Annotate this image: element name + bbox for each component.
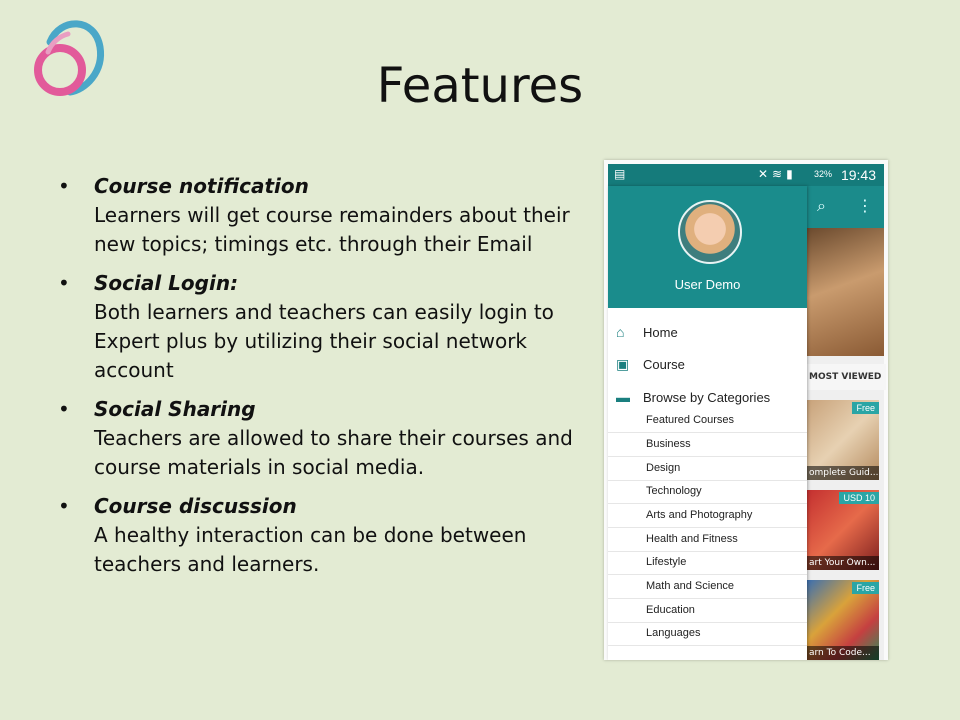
- feature-list: [58, 172, 578, 589]
- drawer-header: [608, 186, 807, 308]
- banner-image: [807, 228, 884, 356]
- menu-item-label: Browse by Categories: [643, 390, 771, 405]
- feature-item: [58, 492, 578, 579]
- feature-item: [58, 269, 578, 385]
- status-clock: 19:43: [840, 167, 876, 183]
- search-icon[interactable]: ⌕: [817, 196, 826, 215]
- course-card[interactable]: [807, 490, 879, 570]
- more-options-icon[interactable]: ⋮: [857, 196, 873, 215]
- price-badge: Free: [852, 402, 879, 414]
- feature-heading: • Social Sharing: [94, 397, 256, 421]
- status-bar: [608, 164, 884, 186]
- course-caption: arn To Code...: [807, 646, 879, 660]
- category-item[interactable]: Education: [608, 599, 807, 623]
- feature-item: [58, 172, 578, 259]
- category-item[interactable]: Lifestyle: [608, 551, 807, 575]
- book-icon: ▣: [616, 356, 630, 372]
- app-screenshot: [604, 160, 888, 660]
- notification-icon: ▤: [614, 167, 626, 181]
- menu-item-home[interactable]: [608, 318, 807, 348]
- feature-heading: • Social Login:: [94, 271, 239, 295]
- feature-description: Learners will get course remainders about their new topics; timings etc. through their Email: [94, 203, 570, 256]
- feature-item: [58, 395, 578, 482]
- folder-icon: ▬: [616, 389, 630, 405]
- avatar[interactable]: [678, 200, 742, 264]
- feature-description: Teachers are allowed to share their courses and course materials in social media.: [94, 426, 573, 479]
- signal-icons: ✕≋▮: [758, 167, 797, 181]
- category-item[interactable]: Technology: [608, 480, 807, 504]
- app-toolbar: [807, 186, 884, 228]
- home-icon: ⌂: [616, 324, 625, 340]
- slide-title: Features: [376, 58, 584, 114]
- category-item[interactable]: Business: [608, 433, 807, 457]
- feature-description: A healthy interaction can be done between teachers and learners.: [94, 523, 527, 576]
- feature-heading: • Course notification: [94, 174, 309, 198]
- menu-item-course[interactable]: [608, 350, 807, 380]
- user-name: User Demo: [674, 277, 741, 292]
- category-item[interactable]: Languages: [608, 622, 807, 646]
- category-item[interactable]: Featured Courses: [608, 409, 807, 433]
- price-badge: Free: [852, 582, 879, 594]
- menu-item-label: Home: [643, 325, 678, 340]
- section-label: MOST VIEWED: [807, 364, 886, 390]
- feature-heading: • Course discussion: [94, 494, 297, 518]
- course-card[interactable]: [807, 580, 879, 660]
- category-item[interactable]: Math and Science: [608, 575, 807, 599]
- category-item[interactable]: Design: [608, 457, 807, 481]
- category-item[interactable]: Health and Fitness: [608, 528, 807, 552]
- menu-item-label: Course: [643, 357, 685, 372]
- category-item[interactable]: Arts and Photography: [608, 504, 807, 528]
- feature-description: Both learners and teachers can easily login to Expert plus by utilizing their social network account: [94, 300, 554, 382]
- background-app-content: [807, 186, 884, 660]
- course-caption: art Your Own...: [807, 556, 879, 570]
- course-card[interactable]: [807, 400, 879, 480]
- price-badge: USD 10: [839, 492, 879, 504]
- course-caption: omplete Guid...: [809, 468, 879, 478]
- battery-level: 32%: [814, 169, 833, 179]
- navigation-drawer: [608, 186, 807, 660]
